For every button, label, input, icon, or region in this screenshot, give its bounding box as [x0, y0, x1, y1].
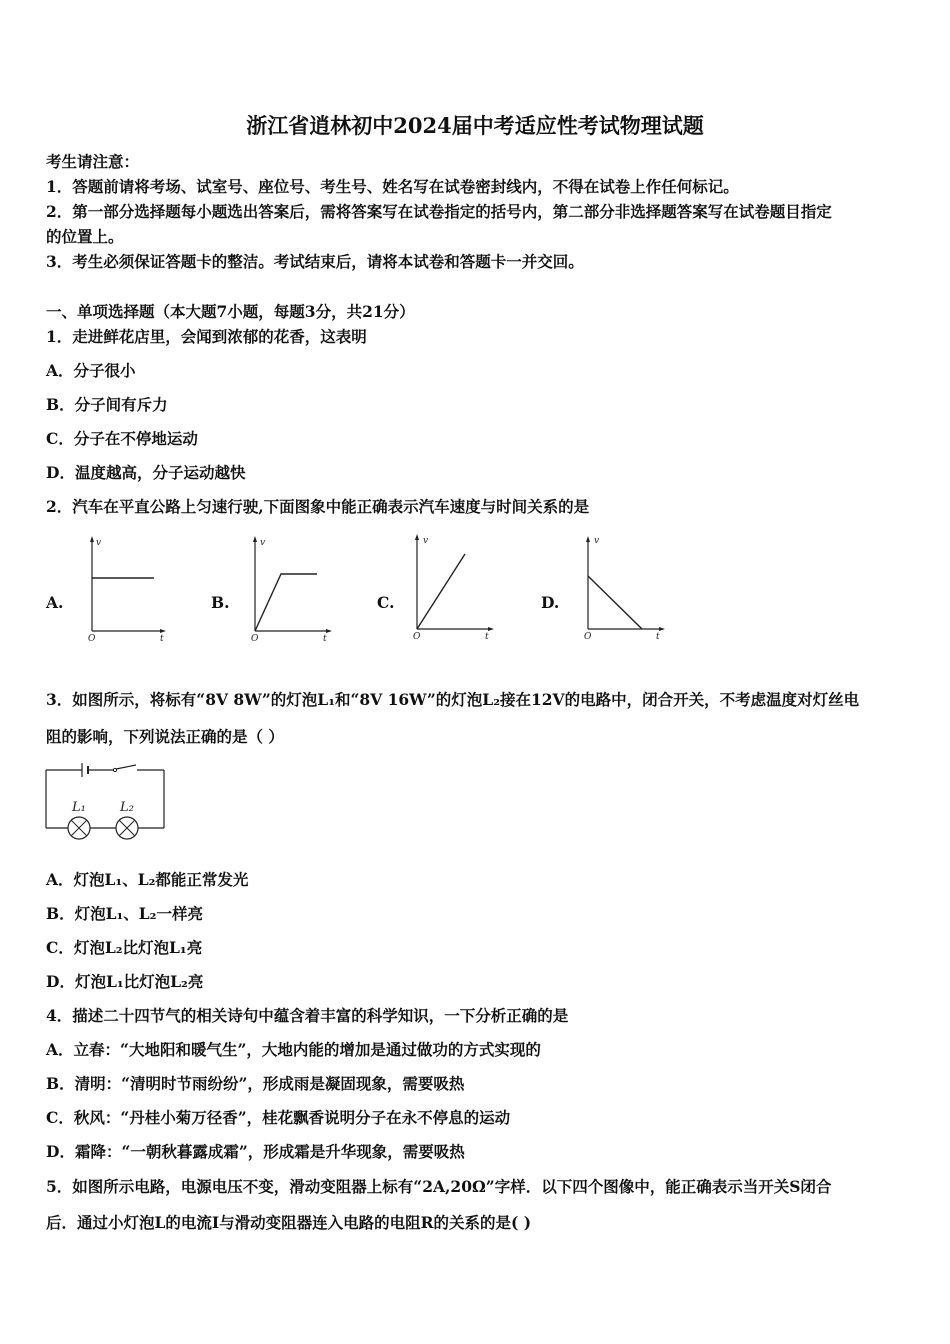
lamp-l1-label: L₁ [72, 800, 86, 815]
q1-stem: 1．走进鲜花店里，会闻到浓郁的花香，这表明 [46, 327, 367, 346]
notice-item-2-cont: 的位置上。 [46, 227, 124, 246]
q2-graph-d-o: O [584, 632, 592, 642]
q1-option-a: A．分子很小 [46, 361, 136, 380]
page-title: 浙江省逍林初中2024届中考适应性考试物理试题 [246, 113, 704, 138]
q2-graph-c-o: O [413, 632, 421, 642]
section-heading: 一、单项选择题（本大题7小题，每题3分，共21分） [46, 302, 415, 321]
q3-stem-line1: 3．如图所示，将标有“8V 8W”的灯泡L₁和“8V 16W”的灯泡L₂接在12V的电路中，闭合开关，不考虑温度对灯丝电 [46, 690, 860, 709]
q2-graph-d [576, 532, 671, 644]
q1-option-c: C．分子在不停地运动 [46, 429, 198, 448]
lamp-l2-label: L₂ [120, 800, 134, 815]
q2-graph-a [80, 534, 170, 644]
q2-option-d-label: D. [541, 593, 560, 612]
q3-option-b: B．灯泡L₁、L₂一样亮 [46, 904, 203, 923]
q2-graph-b [243, 534, 338, 644]
q2-graph-b-v: v [260, 538, 266, 548]
q2-graph-d-v: v [594, 536, 600, 546]
q2-stem: 2．汽车在平直公路上匀速行驶,下面图象中能正确表示汽车速度与时间关系的是 [46, 497, 590, 516]
q2-option-a-label: A. [46, 593, 64, 612]
q2-graph-c-t: t [485, 632, 489, 642]
q3-option-c: C．灯泡L₂比灯泡L₁亮 [46, 938, 203, 957]
notice-item-3: 3．考生必须保证答题卡的整洁。考试结束后，请将本试卷和答题卡一并交回。 [46, 252, 584, 271]
q4-option-c: C．秋风：“丹桂小菊万径香”，桂花飘香说明分子在永不停息的运动 [46, 1108, 511, 1127]
q2-graph-a-t: t [160, 634, 164, 644]
q2-graph-c-v: v [423, 536, 429, 546]
q2-option-b-label: B. [211, 593, 230, 612]
q2-graph-c [405, 530, 500, 642]
q2-graph-a-v: v [96, 538, 102, 548]
notice-item-1: 1．答题前请将考场、试室号、座位号、考生号、姓名写在试卷密封线内，不得在试卷上作任何标记。 [46, 177, 739, 196]
q2-graph-b-t: t [323, 634, 327, 644]
q2-graph-b-o: O [251, 634, 259, 644]
q4-stem: 4．描述二十四节气的相关诗句中蕴含着丰富的科学知识，一下分析正确的是 [46, 1006, 569, 1025]
q5-stem-line1: 5．如图所示电路，电源电压不变，滑动变阻器上标有“2A,20Ω”字样．以下四个图像中，能正确表示当开关S闭合 [46, 1177, 832, 1196]
q1-option-b: B．分子间有斥力 [46, 395, 168, 414]
notice-item-2: 2．第一部分选择题每小题选出答案后，需将答案写在试卷指定的括号内，第二部分非选择题答案写在试卷题目指定 [46, 202, 832, 221]
q2-graph-a-o: O [88, 634, 96, 644]
q2-graph-d-t: t [656, 632, 660, 642]
notice-heading: 考生请注意： [46, 152, 140, 171]
q4-option-b: B．清明：“清明时节雨纷纷”，形成雨是凝固现象，需要吸热 [46, 1074, 465, 1093]
q2-option-c-label: C. [377, 593, 395, 612]
q3-stem-line2: 阻的影响，下列说法正确的是（ ） [46, 727, 284, 746]
q4-option-a: A．立春：“大地阳和暖气生”，大地内能的增加是通过做功的方式实现的 [46, 1040, 541, 1059]
q1-option-d: D．温度越高，分子运动越快 [46, 463, 246, 482]
q3-option-d: D．灯泡L₁比灯泡L₂亮 [46, 972, 204, 991]
q3-option-a: A．灯泡L₁、L₂都能正常发光 [46, 870, 249, 889]
q4-option-d: D．霜降：“一朝秋暮露成霜”，形成霜是升华现象，需要吸热 [46, 1142, 465, 1161]
q5-stem-line2: 后．通过小灯泡L的电流I与滑动变阻器连入电路的电阻R的关系的是( ) [46, 1213, 532, 1232]
q3-circuit-diagram [44, 760, 174, 846]
